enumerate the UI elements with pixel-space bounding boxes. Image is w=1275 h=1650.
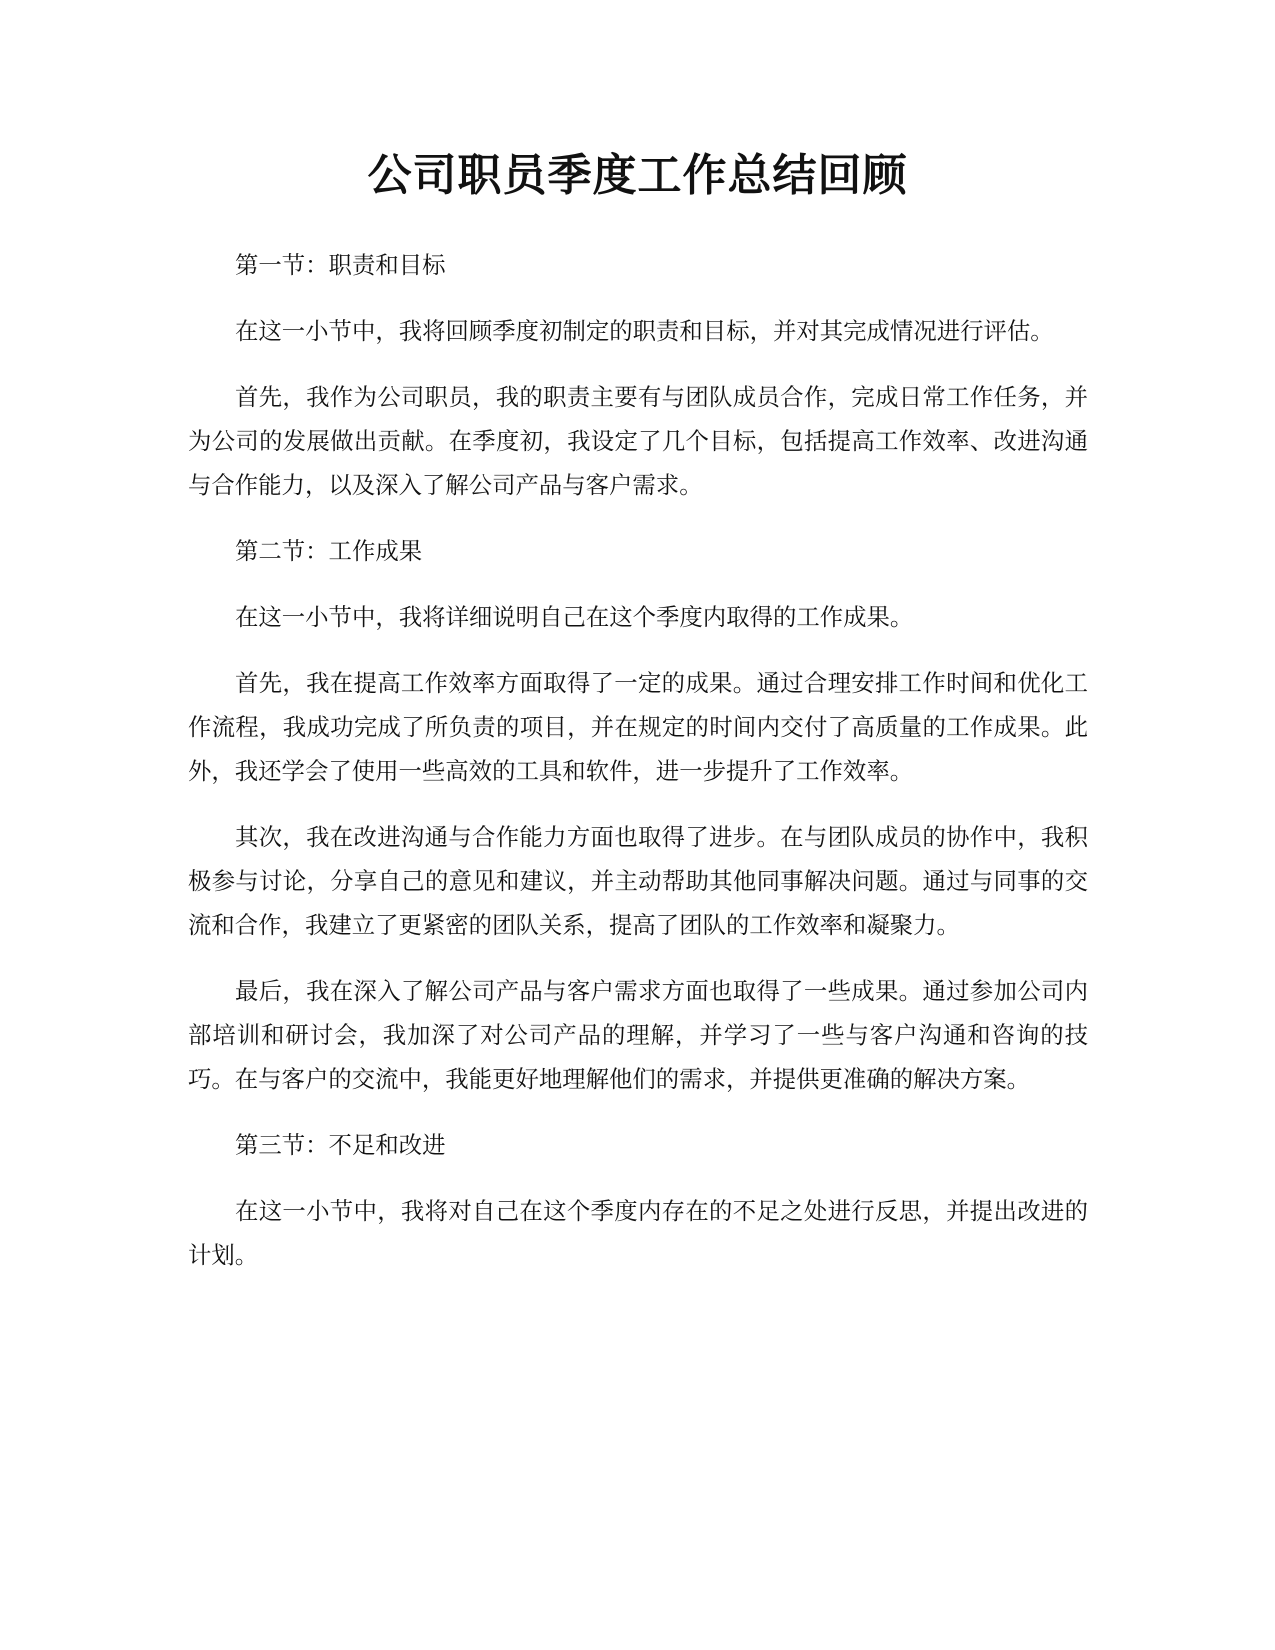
paragraph: 在这一小节中，我将详细说明自己在这个季度内取得的工作成果。 bbox=[235, 603, 914, 631]
paragraph: 在这一小节中，我将对自己在这个季度内存在的不足之处进行反思，并提出改进的计划。 bbox=[188, 1197, 1088, 1269]
paragraph: 其次，我在改进沟通与合作能力方面也取得了进步。在与团队成员的协作中，我积极参与讨论，分享自己的意见和建议，并主动帮助其他同事解决问题。通过与同事的交流和合作，我建立了更紧密的团队关系，提高了团队的工作效率和凝聚力。 bbox=[188, 823, 1088, 939]
document-title: 公司职员季度工作总结回顾 bbox=[367, 150, 908, 201]
section-heading-1: 第一节：职责和目标 bbox=[235, 251, 446, 279]
section-heading-3: 第三节：不足和改进 bbox=[235, 1131, 446, 1159]
paragraph: 首先，我作为公司职员，我的职责主要有与团队成员合作，完成日常工作任务，并为公司的发展做出贡献。在季度初，我设定了几个目标，包括提高工作效率、改进沟通与合作能力，以及深入了解公司产品与客户需求。 bbox=[188, 383, 1088, 499]
paragraph: 首先，我在提高工作效率方面取得了一定的成果。通过合理安排工作时间和优化工作流程，我成功完成了所负责的项目，并在规定的时间内交付了高质量的工作成果。此外，我还学会了使用一些高效的工具和软件，进一步提升了工作效率。 bbox=[188, 669, 1088, 785]
document-body bbox=[188, 243, 1088, 1299]
paragraph: 在这一小节中，我将回顾季度初制定的职责和目标，并对其完成情况进行评估。 bbox=[235, 317, 1054, 345]
section-heading-2: 第二节：工作成果 bbox=[235, 537, 423, 565]
paragraph: 最后，我在深入了解公司产品与客户需求方面也取得了一些成果。通过参加公司内部培训和研讨会，我加深了对公司产品的理解，并学习了一些与客户沟通和咨询的技巧。在与客户的交流中，我能更好地理解他们的需求，并提供更准确的解决方案。 bbox=[188, 977, 1088, 1093]
